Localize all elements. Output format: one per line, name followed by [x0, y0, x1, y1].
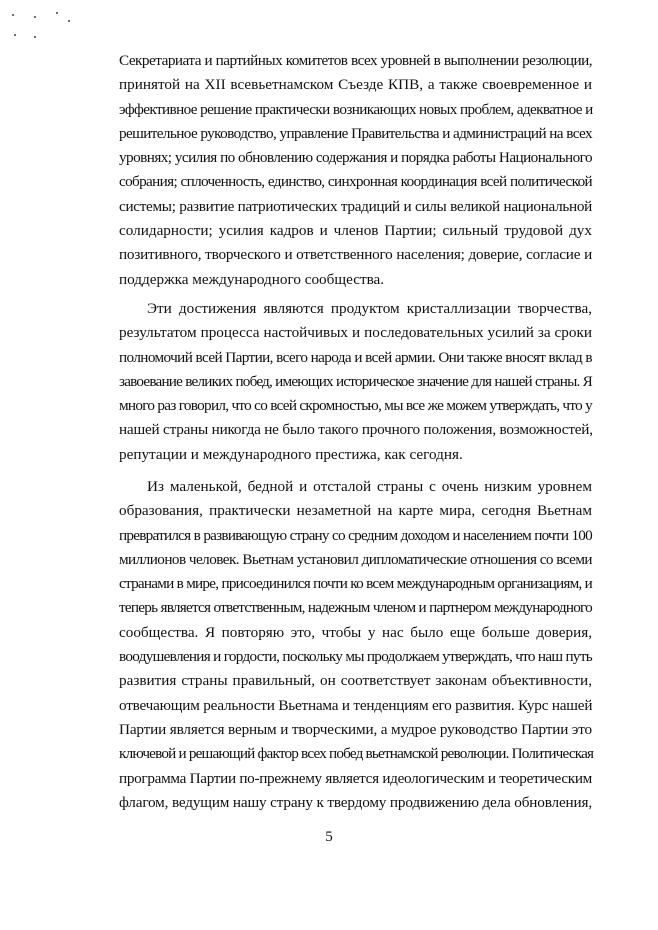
text-line: принятой на XII всевьетнамском Съезде КПВ, а также своевременное и	[119, 76, 592, 94]
text-line: солидарности; усилия кадров и членов Партии; сильный трудовой дух	[119, 222, 592, 240]
text-line: флагом, ведущим нашу страну к твердому продвижению дела обновления,	[119, 793, 592, 811]
scan-speck	[12, 14, 14, 16]
text-line: Из маленькой, бедной и отсталой страны с очень низким уровнем	[147, 478, 592, 495]
paragraph-1	[119, 49, 592, 292]
text-line: образования, практически незаметной на карте мира, сегодня Вьетнам	[119, 502, 592, 520]
paragraph-2	[119, 297, 592, 467]
paragraph-3	[119, 475, 592, 815]
scan-speck	[34, 16, 36, 18]
text-line: нашей страны никогда не было такого прочного положения, возможностей,	[119, 421, 593, 439]
scan-speck	[68, 20, 70, 22]
scan-speck	[14, 34, 16, 36]
text-line: ключевой и решающий фактор всех побед вьетнамской революции. Политическая	[119, 745, 594, 763]
text-line: теперь является ответственным, надежным членом и партнером международного	[119, 599, 592, 617]
scan-speck	[56, 12, 58, 14]
text-line: Эти достижения являются продуктом кристаллизации творчества,	[147, 300, 592, 317]
text-line: репутации и международного престижа, как сегодня.	[119, 445, 463, 463]
text-line: сообщества. Я повторяю это, чтобы у нас было еще больше доверия,	[119, 623, 592, 641]
text-line: воодушевления и гордости, поскольку мы продолжаем утверждать, что наш путь	[119, 648, 592, 666]
text-line: странами в мире, присоединился почти ко всем международным организациям, и	[119, 575, 592, 593]
text-line: полномочий всей Партии, всего народа и всей армии. Они также вносят вклад в	[119, 348, 592, 366]
text-line: программа Партии по-прежнему является идеологическим и теоретическим	[119, 769, 592, 787]
text-line: эффективное решение практически возникающих новых проблем, адекватное и	[119, 100, 593, 118]
text-line: Партии является верным и творческими, а мудрое руководство Партии это	[119, 720, 592, 738]
page-number: 5	[325, 829, 333, 845]
text-line: позитивного, творческого и ответственного населения; доверие, согласие и	[119, 246, 592, 264]
scan-speck	[34, 36, 36, 38]
text-line: системы; развитие патриотических традиций и силы великой национальной	[119, 197, 592, 215]
text-line: собрания; сплоченность, единство, синхронная координация всей политической	[119, 173, 592, 191]
text-line: уровнях; усилия по обновлению содержания и порядка работы Национального	[119, 149, 592, 167]
text-line: решительное руководство, управление Правительства и администраций на всех	[119, 124, 592, 142]
text-line: развития страны правильный, он соответствует законам объективности,	[119, 672, 592, 690]
text-line: отвечающим реальности Вьетнама и тенденциям его развития. Курс нашей	[119, 696, 593, 714]
text-line: поддержка международного сообщества.	[119, 270, 385, 288]
text-line: превратился в развивающую страну со средним доходом и населением почти 100	[119, 526, 592, 544]
text-line: много раз говорил, что со всей скромностью, мы все же можем утверждать, что у	[119, 397, 592, 415]
text-line: Секретариата и партийных комитетов всех уровней в выполнении резолюции,	[119, 52, 592, 69]
text-line: миллионов человек. Вьетнам установил дипломатические отношения со всеми	[119, 550, 592, 568]
text-line: завоевание великих побед, имеющих историческое значение для нашей страны. Я	[119, 372, 592, 390]
text-line: результатом процесса настойчивых и последовательных усилий за сроки	[119, 324, 592, 342]
